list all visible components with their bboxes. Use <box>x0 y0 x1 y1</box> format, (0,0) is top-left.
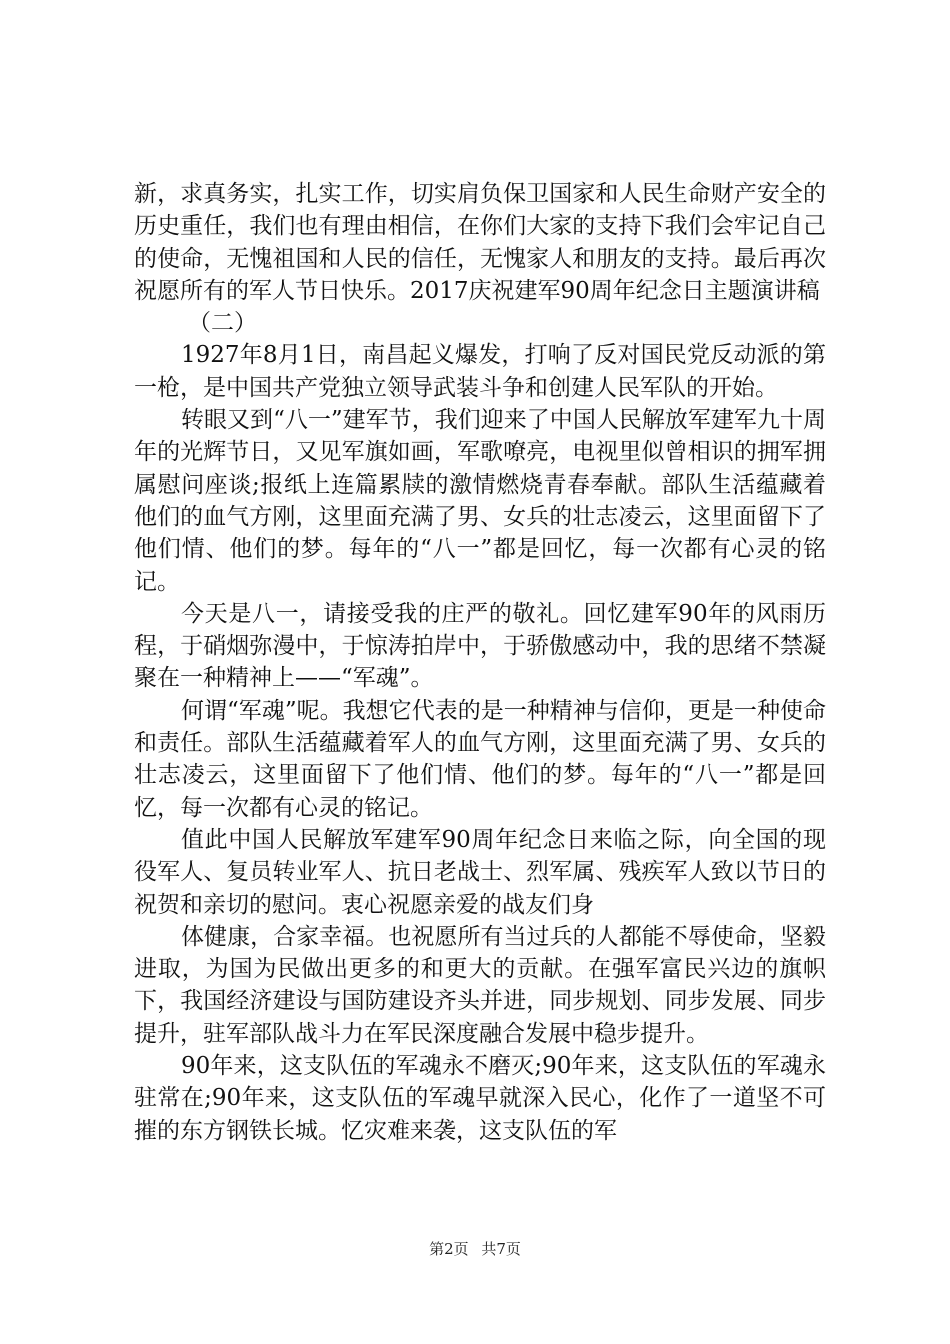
paragraph: 90年来，这支队伍的军魂永不磨灭;90年来，这支队伍的军魂永驻常在;90年来，这支队伍的军魂早就深入民心，化作了一道坚不可摧的东方钢铁长城。忆灾难来袭，这支队伍的军 <box>134 1053 826 1144</box>
page-total: 共7页 <box>481 1240 521 1258</box>
paragraph: 体健康，合家幸福。也祝愿所有当过兵的人都能不辱使命，坚毅进取，为国为民做出更多的和更大的贡献。在强军富民兴边的旗帜下，我国经济建设与国防建设齐头并进，同步规划、同步发展、同步提升，驻军部队战斗力在军民深度融合发展中稳步提升。 <box>134 923 826 1047</box>
paragraph: 值此中国人民解放军建军90周年纪念日来临之际，向全国的现役军人、复员转业军人、抗日老战士、烈军属、残疾军人致以节日的祝贺和亲切的慰问。衷心祝愿亲爱的战友们身 <box>134 826 826 918</box>
section-number: （二） <box>188 310 257 337</box>
paragraph: 1927年8月1日，南昌起义爆发，打响了反对国民党反动派的第一枪，是中国共产党独立领导武装斗争和创建人民军队的开始。 <box>134 342 826 401</box>
paragraph: 转眼又到“八一”建军节，我们迎来了中国人民解放军建军九十周年的光辉节日，又见军旗如画，军歌嘹亮，电视里似曾相识的拥军拥属慰问座谈;报纸上连篇累牍的激情燃烧青春奉献。部队生活蕴藏着他们的血气方刚，这里面充满了男、女兵的壮志凌云，这里面留下了他们情、他们的梦。每年的“八一”都是回忆，每一次都有心灵的铭记。 <box>134 407 826 595</box>
paragraph: 今天是八一，请接受我的庄严的敬礼。回忆建军90年的风雨历程，于硝烟弥漫中，于惊涛拍岸中，于骄傲感动中，我的思绪不禁凝聚在一种精神上——“军魂”。 <box>134 600 826 692</box>
document-body <box>134 178 826 1147</box>
paragraph: 何谓“军魂”呢。我想它代表的是一种精神与信仰，更是一种使命和责任。部队生活蕴藏着军人的血气方刚，这里面充满了男、女兵的壮志凌云，这里面留下了他们情、他们的梦。每年的“八一”都是回忆，每一次都有心灵的铭记。 <box>134 697 826 821</box>
paragraph-continuation: 新，求真务实，扎实工作，切实肩负保卫国家和人民生命财产安全的历史重任，我们也有理由相信，在你们大家的支持下我们会牢记自己的使命，无愧祖国和人民的信任，无愧家人和朋友的支持。最后再次祝愿所有的军人节日快乐。2017庆祝建军90周年纪念日主题演讲稿 <box>134 181 826 304</box>
page-number: 第2页 <box>429 1240 469 1258</box>
page-footer <box>0 1238 950 1259</box>
